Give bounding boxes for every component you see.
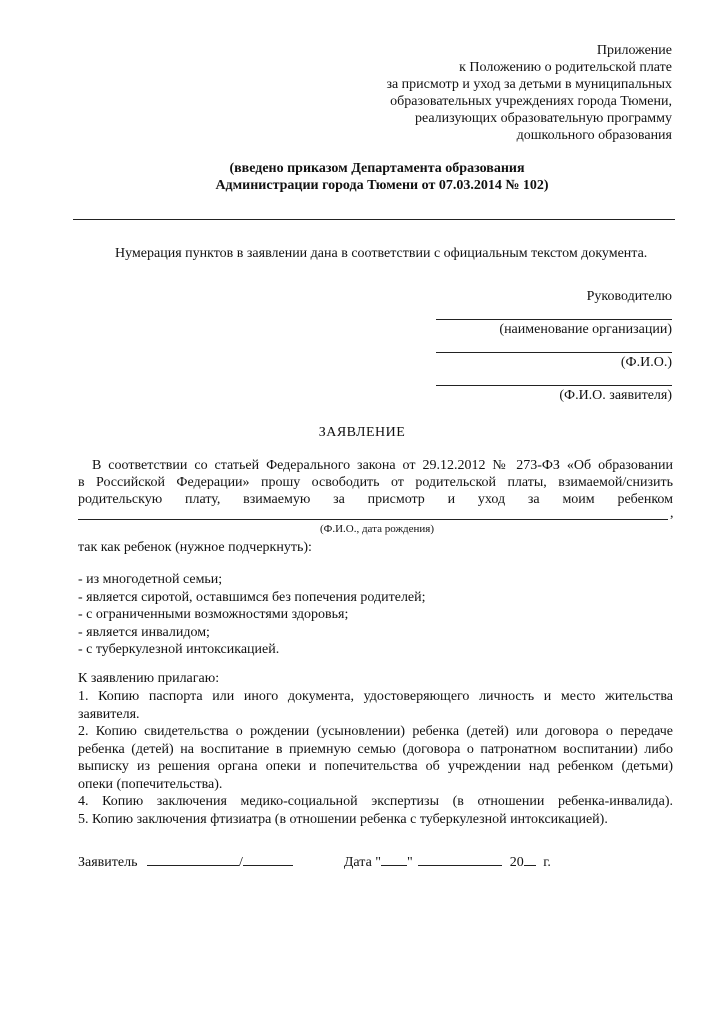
reason-options: [78, 571, 426, 659]
date-day-line: [381, 853, 407, 866]
reason-option: - из многодетной семьи;: [78, 572, 223, 587]
attachment-item-1-line-2: заявителя.: [78, 706, 140, 722]
attachment-item-2-line-2: ребенка (детей) на воспитание в приемную семью (договора о патронатном воспитании) либо: [78, 741, 673, 757]
order-reference-line-2: Администрации города Тюмени от 07.03.2014 № 102): [215, 178, 549, 193]
appendix-line: реализующих образовательную программу: [414, 111, 672, 126]
child-name-line: [78, 519, 668, 520]
order-reference-line-1: (введено приказом Департамента образования: [229, 161, 525, 176]
child-name-caption: (Ф.И.О., дата рождения): [319, 523, 435, 535]
date-month-line: [418, 853, 502, 866]
appendix-line: к Положению о родительской плате: [459, 60, 672, 75]
signature-line: [147, 853, 239, 866]
appendix-line: образовательных учреждениях города Тюмени,: [390, 94, 672, 109]
date-quote-close: ": [407, 855, 413, 870]
attachments-heading: К заявлению прилагаю:: [78, 671, 220, 686]
child-name-caption-wrap: [0, 521, 724, 538]
appendix-line: Приложение: [596, 43, 672, 58]
signature-slash: /: [238, 855, 243, 870]
statement-line-1: В соответствии со статьей Федерального закона от 29.12.2012 № 273-ФЗ «Об образовании: [92, 458, 673, 473]
org-name-line: [436, 319, 672, 320]
numbering-note: Нумерация пунктов в заявлении дана в соответствии с официальным текстом документа.: [115, 246, 648, 261]
org-name-caption: (наименование организации): [499, 322, 672, 337]
head-fio-caption: (Ф.И.О.): [620, 355, 672, 370]
date-year-prefix: 20: [509, 855, 524, 870]
head-fio-line: [436, 352, 672, 353]
attachment-item-4: 4. Копию заключения медико-социальной экспертизы (в отношении ребенка-инвалида).: [78, 794, 673, 809]
applicant-fio-caption: (Ф.И.О. заявителя): [559, 388, 672, 403]
date-label: Дата ": [343, 855, 381, 870]
signature-date-row: [78, 853, 678, 871]
attachment-item-5: 5. Копию заключения фтизиатра (в отношении ребенка с туберкулезной интоксикацией).: [78, 811, 608, 827]
attachment-item-2-line-4: опеки (попечительства).: [78, 776, 223, 792]
reason-option: - является инвалидом;: [78, 624, 210, 640]
appendix-line: дошкольного образования: [516, 128, 672, 143]
statement-line-2: в Российской Федерации» прошу освободить от родительской платы, взимаемой/снизить: [78, 475, 673, 490]
date-year-line: [524, 853, 536, 866]
order-reference: [0, 160, 724, 194]
applicant-label: Заявитель: [78, 855, 138, 870]
recipient-head: Руководителю: [586, 289, 672, 304]
signature-decode-line: [243, 853, 293, 866]
attachment-item-2-line-1: 2. Копию свидетельства о рождении (усыновлении) ребенка (детей) или договора о передаче: [78, 724, 673, 739]
appendix-line: за присмотр и уход за детьми в муниципальных: [386, 77, 672, 92]
reason-prompt: так как ребенок (нужное подчеркнуть):: [78, 540, 312, 555]
child-name-comma: ,: [670, 506, 674, 521]
statement-paragraph: [78, 457, 673, 508]
attachment-item-1-line-1: 1. Копию паспорта или иного документа, удостоверяющего личность и место жительства: [78, 689, 673, 704]
statement-line-3: родительскую плату, взимаемую за присмотр и уход за моим ребенком: [78, 492, 673, 507]
date-year-suffix: г.: [543, 855, 551, 870]
applicant-fio-line: [436, 385, 672, 386]
attachment-item-2-line-3: выписку из решения органа опеки и попечительства об учреждении над ребенком (детьми): [78, 759, 673, 774]
section-divider: [73, 219, 675, 220]
attachments-list: [78, 688, 673, 828]
document-title: ЗАЯВЛЕНИЕ: [318, 425, 406, 440]
appendix-block: [252, 42, 672, 144]
recipient-block: [372, 288, 672, 408]
reason-option: - с туберкулезной интоксикацией.: [78, 642, 280, 657]
reason-option: - является сиротой, оставшимся без попечения родителей;: [78, 589, 426, 605]
reason-option: - с ограниченными возможностями здоровья;: [78, 607, 349, 622]
